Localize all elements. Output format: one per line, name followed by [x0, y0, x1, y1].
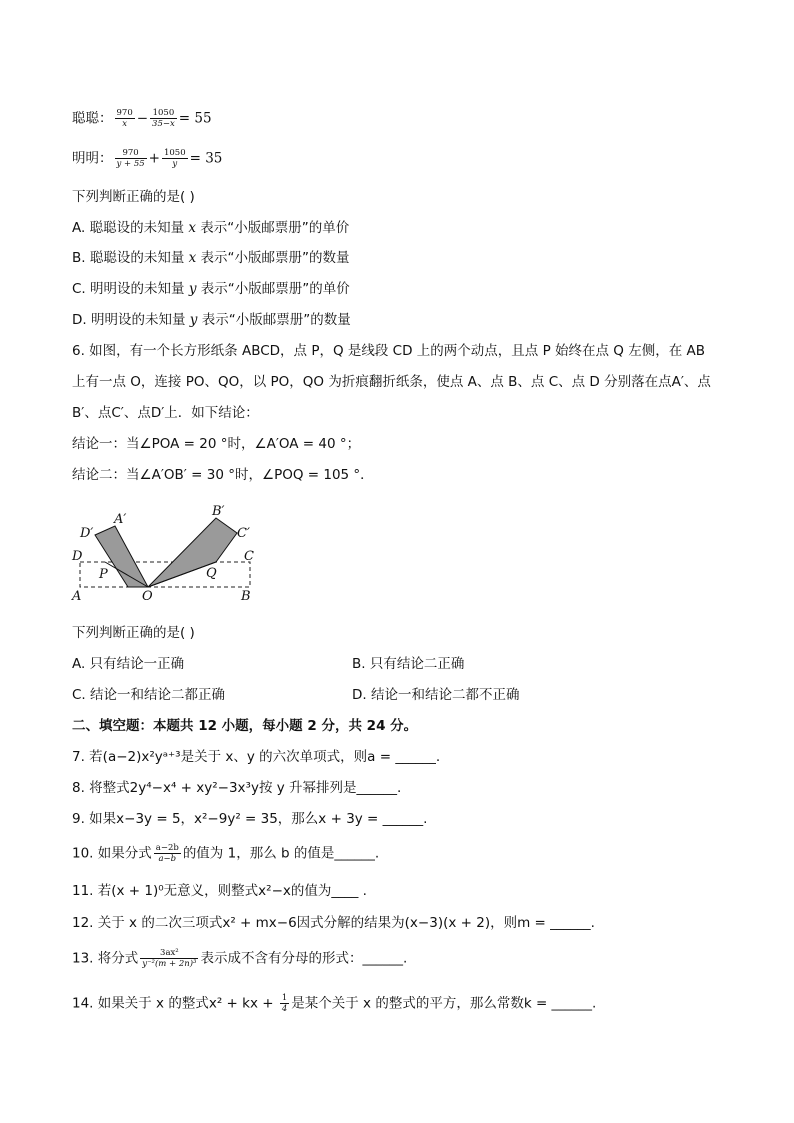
- label-a: A: [72, 589, 82, 604]
- fraction: [115, 108, 135, 129]
- option-text: C. 明明设的未知量: [72, 281, 189, 297]
- question-12: 12. 关于 x 的二次三项式x² + mx−6因式分解的结果为(x−3)(x + 2)，则m = ______.: [72, 915, 595, 931]
- q5-option-c: [72, 279, 350, 299]
- numerator: 3ax²: [140, 948, 198, 959]
- denominator: y + 55: [116, 159, 145, 169]
- question-text: 14. 如果关于 x 的整式x² + kx +: [72, 995, 278, 1012]
- question-9: 9. 如果x−3y = 5，x²−9y² = 35，那么x + 3y = ______.: [72, 811, 428, 827]
- q5-question: 下列判断正确的是( ): [72, 189, 195, 205]
- mingming-label: 明明：: [72, 150, 113, 167]
- question-text: 10. 如果分式: [72, 845, 152, 862]
- option-text: 表示“小版邮票册”的数量: [197, 312, 351, 328]
- option-var: y: [189, 312, 198, 328]
- fraction: [162, 148, 188, 169]
- right-folded-flap: [148, 518, 237, 587]
- question-text: 表示成不含有分母的形式：______.: [200, 950, 408, 967]
- q6-option-c: C. 结论一和结论二都正确: [72, 687, 226, 703]
- q6-question: 下列判断正确的是( ): [72, 625, 195, 641]
- option-text: 表示“小版邮票册”的单价: [196, 220, 350, 236]
- denominator: y: [172, 159, 178, 169]
- fraction: [280, 993, 289, 1014]
- label-d: D: [72, 549, 83, 564]
- rhs: = 35: [189, 150, 223, 167]
- q5-option-a: [72, 218, 349, 238]
- q6-conclusion-2: 结论二：当∠A′OB′ = 30 °时，∠POQ = 105 °．: [72, 467, 374, 483]
- q6-stem-line2: 上有一点 O，连接 PO、QO，以 PO，QO 为折痕翻折纸条，使点 A、点 B、点 C、点 D 分别落在点A′、点: [72, 374, 711, 390]
- label-p: P: [99, 567, 108, 582]
- question-14: [72, 993, 596, 1014]
- label-c-prime: C′: [237, 526, 250, 541]
- section-heading: 二、填空题：本题共 12 小题，每小题 2 分，共 24 分。: [72, 718, 418, 734]
- label-b-prime: B′: [212, 504, 225, 519]
- q6-option-d: D. 结论一和结论二都不正确: [352, 687, 520, 703]
- label-a-prime: A′: [114, 512, 127, 527]
- congcong-equation: [72, 108, 212, 129]
- numerator: 970: [115, 148, 147, 159]
- option-var: y: [188, 281, 197, 297]
- denominator: 35−x: [152, 119, 175, 129]
- q5-option-b: [72, 248, 350, 268]
- option-text: B. 聪聪设的未知量: [72, 250, 189, 266]
- denominator: a−b: [158, 854, 177, 864]
- fraction: [150, 108, 177, 129]
- folded-strip-figure: [68, 500, 268, 610]
- option-text: 表示“小版邮票册”的单价: [196, 281, 350, 297]
- fraction: [140, 948, 198, 969]
- option-text: 表示“小版邮票册”的数量: [196, 250, 350, 266]
- numerator: 1050: [150, 108, 177, 119]
- label-o: O: [142, 589, 153, 604]
- fraction: [154, 843, 181, 864]
- label-b: B: [241, 589, 251, 604]
- label-d-prime: D′: [80, 526, 94, 541]
- numerator: 1: [281, 993, 288, 1003]
- numerator: 1050: [163, 148, 186, 158]
- question-text: 的值为 1，那么 b 的值是______.: [182, 845, 380, 862]
- option-text: A. 聪聪设的未知量: [72, 220, 189, 236]
- congcong-label: 聪聪：: [72, 110, 113, 127]
- option-var: x: [188, 220, 196, 236]
- question-text: 13. 将分式: [72, 950, 139, 967]
- question-11: 11. 若(x + 1)⁰无意义，则整式x²−x的值为____ .: [72, 883, 367, 899]
- label-q: Q: [206, 566, 217, 581]
- mingming-equation: [72, 148, 222, 169]
- question-13: [72, 948, 407, 969]
- q6-conclusion-1: 结论一：当∠POA = 20 °时，∠A′OA = 40 °；: [72, 436, 361, 452]
- fraction: [115, 148, 147, 169]
- option-text: D. 明明设的未知量: [72, 312, 190, 328]
- q6-stem-line3: B′、点C′、点D′上．如下结论：: [72, 405, 259, 421]
- question-7: 7. 若(a−2)x²yᵃ⁺³是关于 x、y 的六次单项式，则a = ______.: [72, 749, 441, 765]
- q5-option-d: [72, 310, 351, 330]
- question-10: [72, 843, 379, 864]
- label-c: C: [244, 549, 254, 564]
- question-text: 是某个关于 x 的整式的平方，那么常数k = ______.: [291, 995, 597, 1012]
- q6-stem-line1: 6. 如图，有一个长方形纸条 ABCD，点 P，Q 是线段 CD 上的两个动点，且点 P 始终在点 Q 左侧，在 AB: [72, 343, 706, 359]
- q6-option-b: B. 只有结论二正确: [352, 656, 465, 672]
- numerator: a−2b: [155, 843, 179, 853]
- operator: −: [136, 110, 149, 127]
- question-8: 8. 将整式2y⁴−x⁴ + xy²−3x³y按 y 升幂排列是______.: [72, 780, 402, 796]
- q6-option-a: A. 只有结论一正确: [72, 656, 185, 672]
- denominator: y⁻²(m + 2n)³: [142, 959, 197, 969]
- numerator: 970: [116, 108, 133, 118]
- option-var: x: [188, 250, 197, 266]
- rhs: = 55: [178, 110, 212, 127]
- operator: +: [148, 150, 160, 167]
- denominator: 4: [281, 1004, 288, 1014]
- denominator: x: [122, 119, 128, 129]
